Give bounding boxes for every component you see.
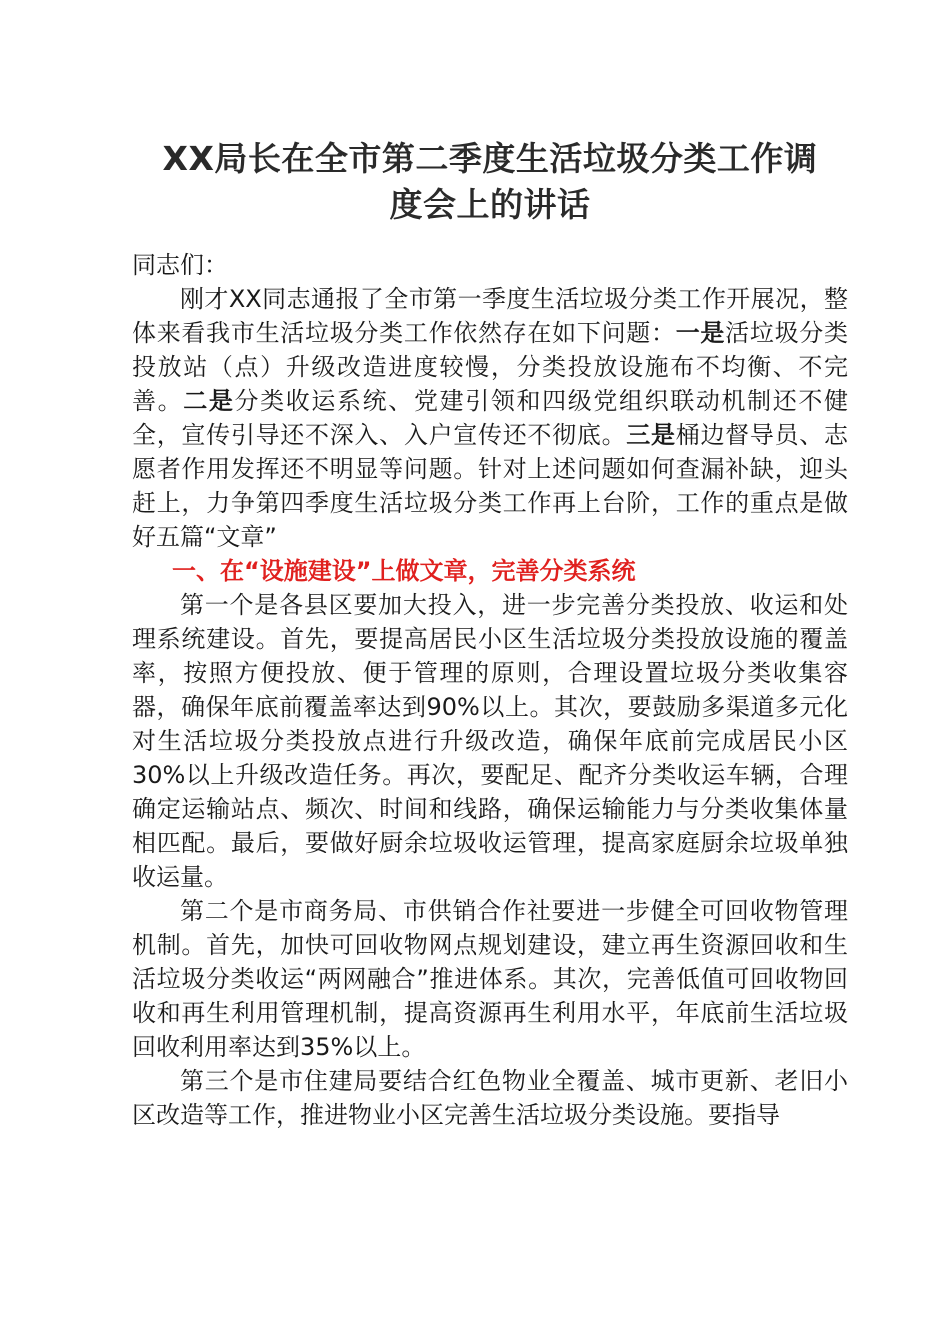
emphasis-second: 二是 [183,387,235,415]
intro-text-1: 刚才XX同志通报了全市第一季度生活垃圾分类工作开展况，整体来看我市生活垃圾分类工作依然存在如下问题： [132,285,848,347]
document-title [132,136,848,228]
intro-text-4: 桶边督导员、志愿者作用发挥还不明显等问题。针对上述问题如何查漏补缺，迎头赶上，力争第四季度生活垃圾分类工作再上台阶，工作的重点是做好五篇“文章” [132,421,849,551]
document-body [132,248,848,1132]
paragraph-third: 第三个是市住建局要结合红色物业全覆盖、城市更新、老旧小区改造等工作，推进物业小区完善生活垃圾分类设施。要指导 [132,1067,848,1129]
paragraph-first: 第一个是各县区要加大投入，进一步完善分类投放、收运和处理系统建设。首先，要提高居民小区生活垃圾分类投放设施的覆盖率，按照方便投放、便于管理的原则，合理设置垃圾分类收集容器，确保年底前覆盖率达到90%以上。其次，要鼓励多渠道多元化对生活垃圾分类投放点进行升级改造，确保年底前完成居民小区30%以上升级改造任务。再次，要配足、配齐分类收运车辆，合理确定运输站点、频次、时间和线路，确保运输能力与分类收集体量相匹配。最后，要做好厨余垃圾收运管理，提高家庭厨余垃圾单独收运量。 [132,591,848,891]
paragraph-second: 第二个是市商务局、市供销合作社要进一步健全可回收物管理机制。首先，加快可回收物网点规划建设，建立再生资源回收和生活垃圾分类收运“两网融合”推进体系。其次，完善低值可回收物回收和再生利用管理机制，提高资源再生利用水平，年底前生活垃圾回收利用率达到35%以上。 [132,897,848,1061]
title-line-1: XX局长在全市第二季度生活垃圾分类工作调 [162,139,818,178]
document-page [132,136,848,1132]
emphasis-third: 三是 [626,421,676,449]
greeting: 同志们： [132,251,228,279]
intro-paragraph [132,282,848,554]
intro-text-2: 活垃圾分类投放站（点）升级改造进度较慢，分类投放设施布不均衡、不完善。 [132,319,849,415]
section-heading-1: 一、在“设施建设”上做文章，完善分类系统 [172,557,636,585]
emphasis-first: 一是 [675,319,726,347]
intro-text-3: 分类收运系统、党建引领和四级党组织联动机制还不健全，宣传引导还不深入、入户宣传还不彻底。 [132,387,849,449]
title-line-2: 度会上的讲话 [389,185,591,224]
